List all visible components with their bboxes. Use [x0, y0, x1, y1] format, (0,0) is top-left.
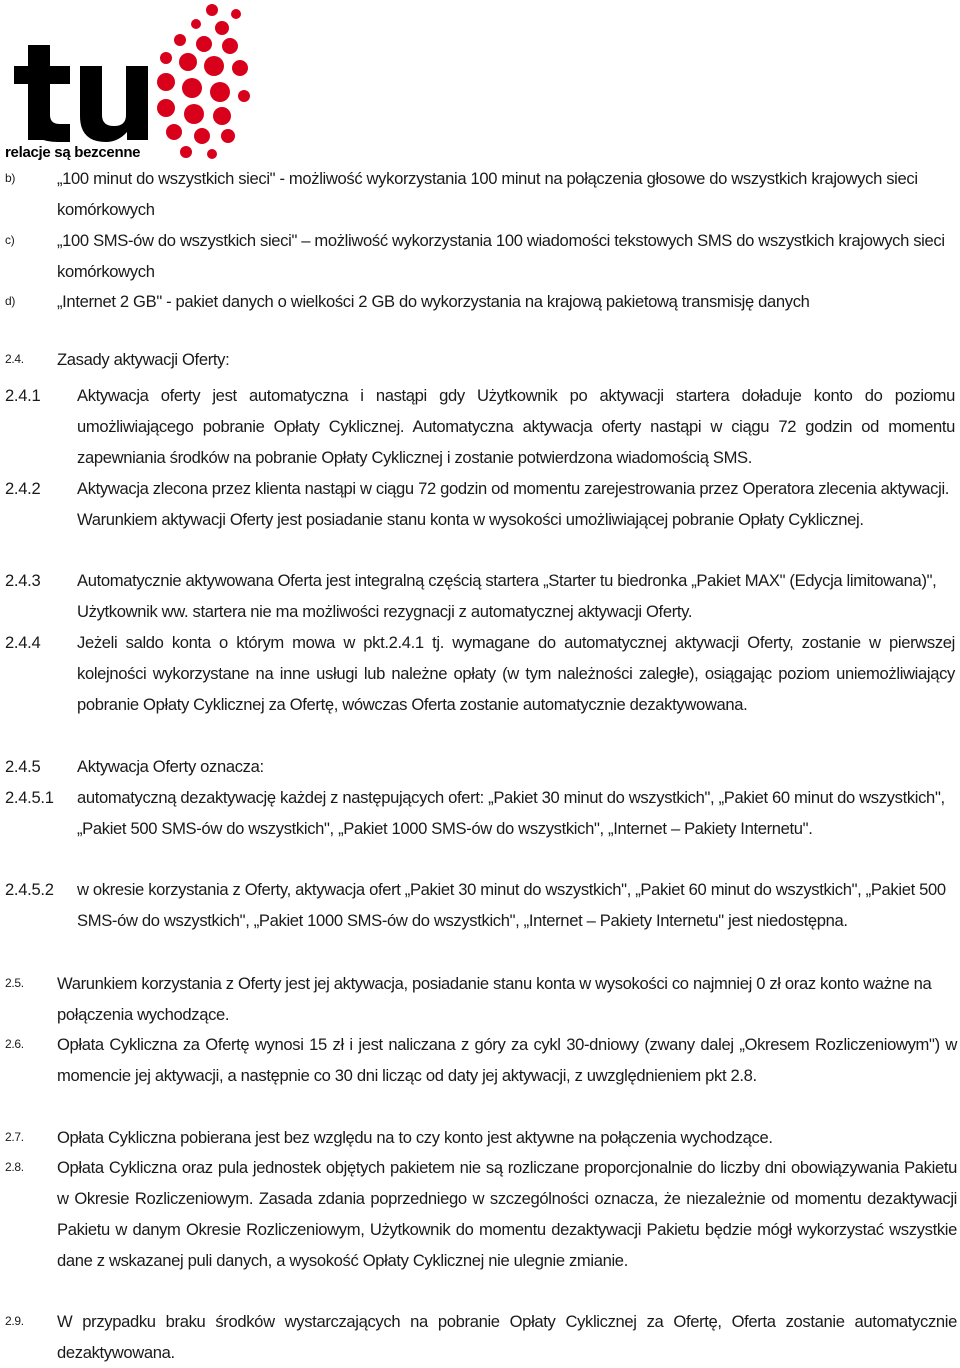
item-label-c: c) — [5, 233, 15, 247]
section-text-2-4-5: Aktywacja Oferty oznacza: — [77, 757, 264, 776]
logo-dots — [157, 4, 250, 159]
logo-tagline: relacje są bezcenne — [5, 144, 141, 161]
section-text-2-8: Opłata Cykliczna oraz pula jednostek objętych pakietem nie są rozliczane proporcjonalnie do liczby dni obowiązywania Pakietu w Okresie Rozliczeniowym. Zasada zdania poprzedniego w szczególności oznacza, że niezależnie od momentu dezaktywacji Pakietu w danym Okresie Rozliczeniowym, Użytkownik do momentu dezaktywacji Pakietu będzie mógł wykorzystać wszystkie dane z wskazanej puli danych, a wysokość Opłaty Cyklicznej nie ulegnie zmianie. — [57, 1158, 957, 1270]
section-text-2-6: Opłata Cykliczna za Ofertę wynosi 15 zł i jest naliczana z góry za cykl 30-dniowy (zwany dalej „Okresem Rozliczeniowym") w momencie jej aktywacji, a następnie co 30 dni licząc od daty jej aktywacji, z uwzględnieniem pkt 2.8. — [57, 1035, 957, 1085]
section-label-2-4-3: 2.4.3 — [5, 571, 41, 590]
section-label-2-8: 2.8. — [5, 1160, 24, 1174]
section-text-2-4-1: Aktywacja oferty jest automatyczna i nastąpi gdy Użytkownik po aktywacji startera doładuje konto do poziomu umożliwiającego pobranie Opłaty Cyklicznej. Automatyczna aktywacja oferty nastąpi w ciągu 72 godzin od momentu zapewniania środków na pobranie Opłaty Cyklicznej i zostanie potwierdzona wiadomością SMS. — [77, 386, 955, 467]
item-text-c: „100 SMS-ów do wszystkich sieci" – możliwość wykorzystania 100 wiadomości tekstowych SMS do wszystkich krajowych sieci komórkowych — [57, 231, 945, 281]
item-text-b: „100 minut do wszystkich sieci" - możliwość wykorzystania 100 minut na połączenia głosowe do wszystkich krajowych sieci komórkowych — [57, 169, 918, 219]
section-text-2-4-3: Automatycznie aktywowana Oferta jest integralną częścią startera „Starter tu biedronka „Pakiet MAX" (Edycja limitowana)", Użytkownik ww. startera nie ma możliwości rezygnacji z automatycznej aktywacji Oferty. — [77, 571, 937, 621]
brand-logo — [0, 0, 250, 165]
section-text-2-4-4: Jeżeli saldo konta o którym mowa w pkt.2.4.1 tj. wymagane do automatycznej aktywacji Oferty, zostanie w pierwszej kolejności wykorzystane na inne usługi lub należne opłaty (w tym należności zaległe), osiągając poziom uniemożliwiający pobranie Opłaty Cyklicznej za Ofertę, wówczas Oferta zostanie automatycznie dezaktywowana. — [77, 633, 955, 714]
section-heading-2-4: Zasady aktywacji Oferty: — [57, 350, 230, 369]
section-label-2-7: 2.7. — [5, 1130, 24, 1144]
section-label-2-4-1: 2.4.1 — [5, 386, 41, 405]
section-label-2-9: 2.9. — [5, 1314, 24, 1328]
section-text-2-4-2: Aktywacja zlecona przez klienta nastąpi w ciągu 72 godzin od momentu zarejestrowania przez Operatora zlecenia aktywacji. Warunkiem aktywacji Oferty jest posiadanie stanu konta w wysokości umożliwiającej pobranie Opłaty Cyklicznej. — [77, 479, 950, 529]
section-label-2-4-5-1: 2.4.5.1 — [5, 788, 54, 807]
logo-graphic — [0, 0, 250, 165]
section-text-2-5: Warunkiem korzystania z Oferty jest jej aktywacja, posiadanie stanu konta w wysokości co najmniej 0 zł oraz konto ważne na połączenia wychodzące. — [57, 974, 932, 1024]
section-text-2-9: W przypadku braku środków wystarczających na pobranie Opłaty Cyklicznej za Ofertę, Oferta zostanie automatycznie dezaktywowana. — [57, 1312, 957, 1362]
section-label-2-4-5: 2.4.5 — [5, 757, 41, 776]
section-label-2-5: 2.5. — [5, 976, 24, 990]
section-text-2-4-5-2: w okresie korzystania z Oferty, aktywacja ofert „Pakiet 30 minut do wszystkich", „Pakiet 60 minut do wszystkich", „Pakiet 500 SMS-ów do wszystkich", „Pakiet 1000 SMS-ów do wszystkich", „Internet – Pakiety Internetu" jest niedostępna. — [77, 880, 946, 930]
item-label-d: d) — [5, 294, 16, 308]
section-label-2-4-5-2: 2.4.5.2 — [5, 880, 54, 899]
logo-t-bar — [14, 66, 70, 84]
section-label-2-4: 2.4. — [5, 352, 24, 366]
section-label-2-4-4: 2.4.4 — [5, 633, 41, 652]
section-text-2-7: Opłata Cykliczna pobierana jest bez względu na to czy konto jest aktywne na połączenia wychodzące. — [57, 1128, 773, 1147]
section-label-2-6: 2.6. — [5, 1037, 24, 1051]
section-text-2-4-5-1: automatyczną dezaktywację każdej z następujących ofert: „Pakiet 30 minut do wszystkich", „Pakiet 60 minut do wszystkich", „Pakiet 500 SMS-ów do wszystkich", „Pakiet 1000 SMS-ów do wszystkich", „Internet – Pakiety Internetu". — [77, 788, 945, 838]
section-label-2-4-2: 2.4.2 — [5, 479, 41, 498]
item-text-d: „Internet 2 GB" - pakiet danych o wielkości 2 GB do wykorzystania na krajową pakietową transmisję danych — [57, 292, 810, 311]
logo-u — [80, 66, 148, 142]
item-label-b: b) — [5, 171, 16, 185]
